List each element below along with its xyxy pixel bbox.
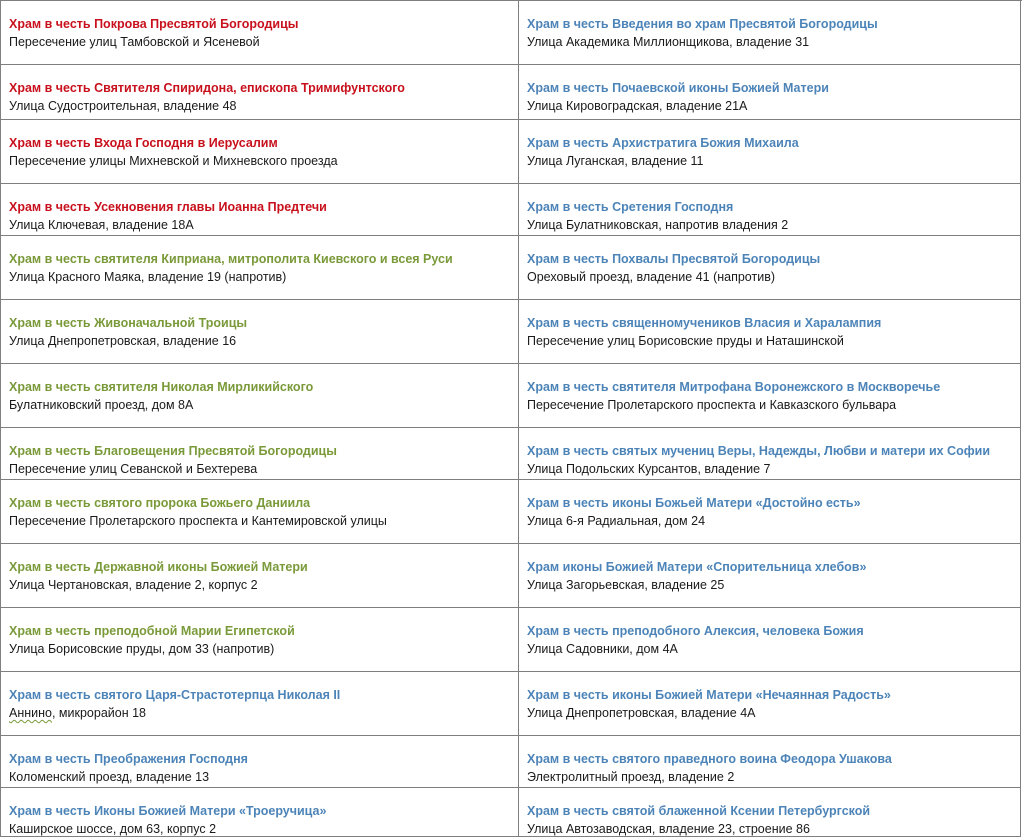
table-row — [1, 300, 1022, 364]
table-cell — [1, 300, 519, 364]
table-cell — [1, 184, 519, 236]
church-address: Улица Садовники, дом 4А — [527, 642, 678, 656]
table-cell — [519, 788, 1021, 837]
church-title: Храм в честь святого Царя-Страстотерпца Николая II — [9, 688, 341, 702]
church-address: Улица Кировоградская, владение 21А — [527, 99, 748, 113]
table-cell — [1, 608, 519, 672]
church-title: Храм в честь Усекновения главы Иоанна Предтечи — [9, 200, 327, 214]
table-row — [1, 480, 1022, 544]
table-row — [1, 672, 1022, 736]
church-address: Улица Чертановская, владение 2, корпус 2 — [9, 578, 258, 592]
church-title: Храм иконы Божией Матери «Спорительница хлебов» — [527, 560, 867, 574]
table-cell — [1, 428, 519, 480]
church-title: Храм в честь Иконы Божией Матери «Троеручица» — [9, 804, 327, 818]
spellcheck-underlined-word: Аннино — [9, 706, 52, 720]
table-cell — [1, 788, 519, 837]
table-row — [1, 65, 1022, 120]
church-address: Пересечение улиц Борисовские пруды и Наташинской — [527, 334, 844, 348]
table-row — [1, 736, 1022, 788]
church-title: Храм в честь святителя Киприана, митрополита Киевского и всея Руси — [9, 252, 453, 266]
church-address: Улица Булатниковская, напротив владения 2 — [527, 218, 789, 232]
church-title: Храм в честь Державной иконы Божией Матери — [9, 560, 308, 574]
church-address: Каширское шоссе, дом 63, корпус 2 — [9, 822, 217, 836]
table-cell — [1, 236, 519, 300]
church-title: Храм в честь святого праведного воина Феодора Ушакова — [527, 752, 892, 766]
church-title: Храм в честь Благовещения Пресвятой Богородицы — [9, 444, 337, 458]
church-title: Храм в честь Входа Господня в Иерусалим — [9, 136, 278, 150]
table-cell — [1, 544, 519, 608]
church-address-line — [9, 704, 518, 722]
table-cell — [519, 608, 1021, 672]
church-address: Коломенский проезд, владение 13 — [9, 770, 210, 784]
church-address: , микрорайон 18 — [51, 706, 146, 720]
church-address: Ореховый проезд, владение 41 (напротив) — [527, 270, 775, 284]
church-title: Храм в честь Преображения Господня — [9, 752, 248, 766]
church-address: Булатниковский проезд, дом 8А — [9, 398, 194, 412]
table-cell — [1, 736, 519, 788]
table-cell — [1, 480, 519, 544]
table-cell — [519, 672, 1021, 736]
church-title: Храм в честь иконы Божьей Матери «Достойно есть» — [527, 496, 861, 510]
table-cell — [519, 65, 1021, 120]
church-address: Улица 6-я Радиальная, дом 24 — [527, 514, 706, 528]
church-address: Улица Луганская, владение 11 — [527, 154, 704, 168]
table-cell — [519, 236, 1021, 300]
table-cell — [519, 300, 1021, 364]
table-row — [1, 1, 1022, 65]
church-title: Храм в честь святой блаженной Ксении Петербургской — [527, 804, 871, 818]
table-row — [1, 544, 1022, 608]
church-title: Храм в честь святителя Митрофана Воронежского в Москворечье — [527, 380, 941, 394]
table-cell — [1, 364, 519, 428]
table-row — [1, 608, 1022, 672]
table-row — [1, 120, 1022, 184]
church-address: Электролитный проезд, владение 2 — [527, 770, 735, 784]
table-cell — [1, 672, 519, 736]
church-address: Улица Подольских Курсантов, владение 7 — [527, 462, 771, 476]
church-title: Храм в честь Почаевской иконы Божией Матери — [527, 81, 829, 95]
church-address: Пересечение улицы Михневской и Михневского проезда — [9, 154, 338, 168]
table-row — [1, 184, 1022, 236]
church-address: Улица Красного Маяка, владение 19 (напротив) — [9, 270, 287, 284]
table-cell — [519, 544, 1021, 608]
table-cell — [519, 184, 1021, 236]
church-title: Храм в честь Сретения Господня — [527, 200, 734, 214]
church-title: Храм в честь Покрова Пресвятой Богородицы — [9, 17, 299, 31]
table-row — [1, 788, 1022, 837]
church-title: Храм в честь Введения во храм Пресвятой Богородицы — [527, 17, 878, 31]
table-row — [1, 364, 1022, 428]
church-address: Пересечение улиц Тамбовской и Ясеневой — [9, 35, 260, 49]
church-address: Улица Академика Миллионщикова, владение 31 — [527, 35, 810, 49]
church-address: Улица Днепропетровская, владение 4А — [527, 706, 756, 720]
table-cell — [519, 480, 1021, 544]
table-cell — [519, 364, 1021, 428]
church-address: Пересечение улиц Севанской и Бехтерева — [9, 462, 258, 476]
church-address: Улица Автозаводская, владение 23, строение 86 — [527, 822, 810, 836]
church-address: Пересечение Пролетарского проспекта и Кантемировской улицы — [9, 514, 387, 528]
table-cell — [519, 1, 1021, 65]
church-title: Храм в честь святого пророка Божьего Даниила — [9, 496, 311, 510]
table-cell — [519, 428, 1021, 480]
church-title: Храм в честь иконы Божией Матери «Нечаянная Радость» — [527, 688, 891, 702]
table-cell — [519, 736, 1021, 788]
table-cell — [1, 65, 519, 120]
church-title: Храм в честь Архистратига Божия Михаила — [527, 136, 799, 150]
church-title: Храм в честь священномучеников Власия и Харалампия — [527, 316, 882, 330]
church-title: Храм в честь святителя Николая Мирликийского — [9, 380, 314, 394]
table-row — [1, 236, 1022, 300]
church-address: Улица Судостроительная, владение 48 — [9, 99, 237, 113]
church-address: Улица Ключевая, владение 18А — [9, 218, 194, 232]
church-title: Храм в честь святых мучениц Веры, Надежды, Любви и матери их Софии — [527, 444, 991, 458]
table-row — [1, 428, 1022, 480]
table-cell — [1, 120, 519, 184]
church-address: Улица Загорьевская, владение 25 — [527, 578, 725, 592]
church-title: Храм в честь Похвалы Пресвятой Богородицы — [527, 252, 821, 266]
church-address: Пересечение Пролетарского проспекта и Кавказского бульвара — [527, 398, 897, 412]
church-title: Храм в честь Живоначальной Троицы — [9, 316, 248, 330]
church-title: Храм в честь преподобной Марии Египетской — [9, 624, 295, 638]
church-address: Улица Днепропетровская, владение 16 — [9, 334, 237, 348]
church-title: Храм в честь преподобного Алексия, человека Божия — [527, 624, 864, 638]
church-title: Храм в честь Святителя Спиридона, епископа Тримифунтского — [9, 81, 405, 95]
table-cell — [1, 1, 519, 65]
church-address: Улица Борисовские пруды, дом 33 (напротив) — [9, 642, 275, 656]
table-cell — [519, 120, 1021, 184]
